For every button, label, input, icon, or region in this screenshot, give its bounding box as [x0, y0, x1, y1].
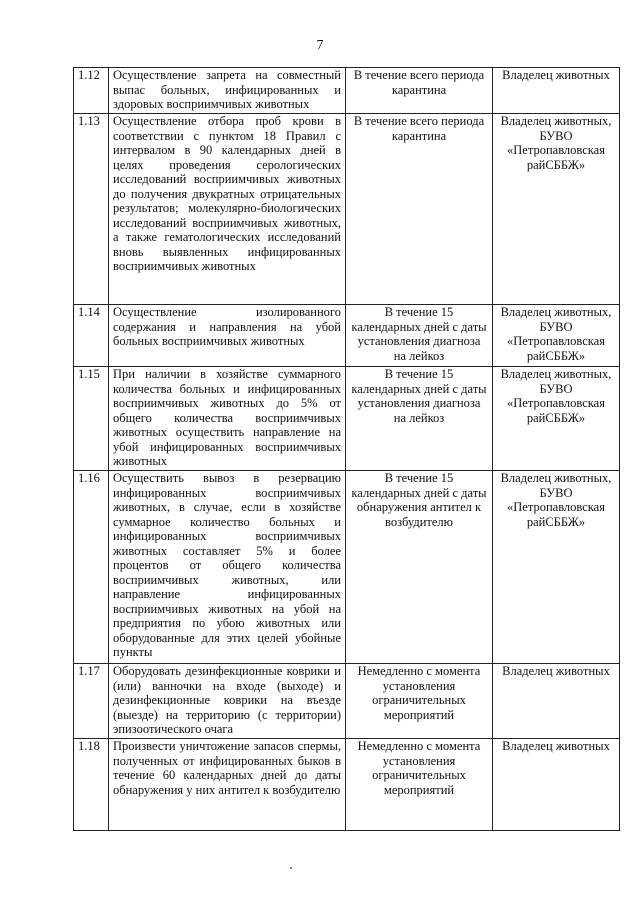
term-cell: В течение 15 календарных дней с даты установления диагноза на лейкоз [346, 305, 493, 367]
table-row [74, 664, 620, 739]
responsible-cell: Владелец животных, БУВО «Петропавловская райСББЖ» [493, 114, 620, 305]
action-cell: Осуществление запрета на совместный выпас больных, инфицированных и здоровых восприимчивых животных [109, 68, 346, 114]
action-cell: Оборудовать дезинфекционные коврики и (или) ванночки на входе (выходе) и дезинфекционные коврики на въезде (выезде) на территорию (с территории) эпизоотического очага [109, 664, 346, 739]
table-row [74, 68, 620, 114]
row-number: 1.17 [74, 664, 109, 739]
responsible-cell: Владелец животных [493, 664, 620, 739]
action-cell: Произвести уничтожение запасов спермы, полученных от инфицированных быков в течение 60 календарных дней до даты обнаружения у них антител к возбудителю [109, 739, 346, 831]
scan-speck [290, 867, 292, 869]
table-row [74, 305, 620, 367]
action-cell: Осуществление отбора проб крови в соответствии с пунктом 18 Правил с интервалом в 90 календарных дней в целях проведения серологических исследований восприимчивых животных до получения двукратных отрицательных результатов; молекулярно-биологических исследований восприимчивых животных, а также гематологических исследований вновь выявленных инфицированных восприимчивых животных [109, 114, 346, 305]
term-cell: В течение всего периода карантина [346, 114, 493, 305]
responsible-cell: Владелец животных [493, 739, 620, 831]
row-number: 1.13 [74, 114, 109, 305]
row-number: 1.12 [74, 68, 109, 114]
table-row [74, 471, 620, 664]
action-cell: Осуществление изолированного содержания и направления на убой больных восприимчивых животных [109, 305, 346, 367]
responsible-cell: Владелец животных, БУВО «Петропавловская райСББЖ» [493, 305, 620, 367]
action-cell: Осуществить вывоз в резервацию инфицированных восприимчивых животных, в случае, если в хозяйстве суммарное количество больных и инфицированных восприимчивых животных составляет 5% и более процентов от общего количества восприимчивых животных, или направление инфицированных восприимчивых животных на убой на предприятия по убою животных или оборудованные для этих целей убойные пункты [109, 471, 346, 664]
term-cell: В течение всего периода карантина [346, 68, 493, 114]
responsible-cell: Владелец животных, БУВО «Петропавловская райСББЖ» [493, 471, 620, 664]
table-row [74, 114, 620, 305]
row-number: 1.16 [74, 471, 109, 664]
row-number: 1.18 [74, 739, 109, 831]
term-cell: В течение 15 календарных дней с даты установления диагноза на лейкоз [346, 367, 493, 471]
term-cell: Немедленно с момента установления ограничительных мероприятий [346, 739, 493, 831]
table-row [74, 367, 620, 471]
page-number: 7 [316, 38, 324, 53]
row-number: 1.15 [74, 367, 109, 471]
term-cell: Немедленно с момента установления ограничительных мероприятий [346, 664, 493, 739]
responsible-cell: Владелец животных, БУВО «Петропавловская райСББЖ» [493, 367, 620, 471]
term-cell: В течение 15 календарных дней с даты обнаружения антител к возбудителю [346, 471, 493, 664]
table-row [74, 739, 620, 831]
action-cell: При наличии в хозяйстве суммарного количества больных и инфицированных восприимчивых животных до 5% от общего количества восприимчивых животных осуществить направление на убой инфицированных восприимчивых животных [109, 367, 346, 471]
responsible-cell: Владелец животных [493, 68, 620, 114]
measures-table [73, 67, 620, 831]
row-number: 1.14 [74, 305, 109, 367]
